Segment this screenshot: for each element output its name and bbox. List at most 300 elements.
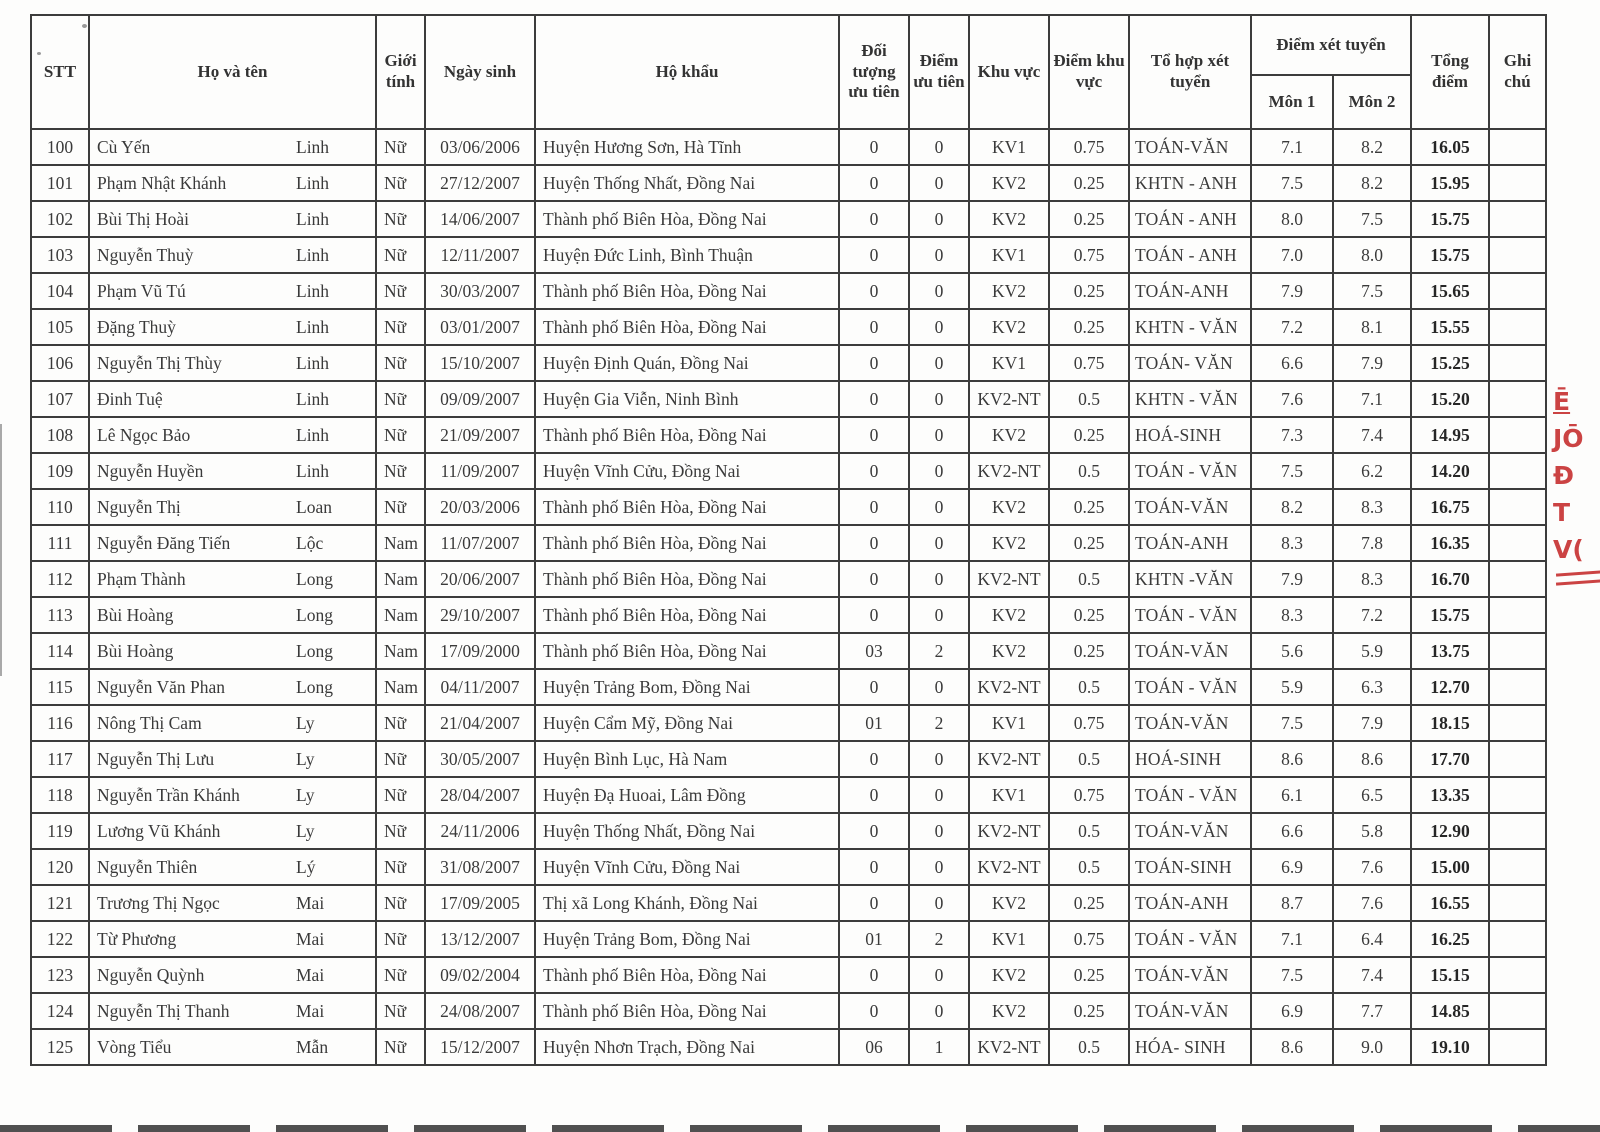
cell-name: Bùi Hoàng Long (89, 633, 376, 669)
cell-gender: Nữ (376, 345, 425, 381)
cell-mon1: 7.5 (1251, 453, 1333, 489)
cell-priority-group: 0 (839, 741, 909, 777)
cell-mon2: 7.7 (1333, 993, 1411, 1029)
table-row (31, 957, 1546, 993)
cell-mon1: 7.9 (1251, 561, 1333, 597)
cell-region: KV2 (969, 633, 1049, 669)
cell-priority-group: 0 (839, 273, 909, 309)
cell-residence: Thành phố Biên Hòa, Đồng Nai (535, 957, 839, 993)
cell-region-points: 0.75 (1049, 129, 1129, 165)
cell-region-points: 0.5 (1049, 849, 1129, 885)
cell-region-points: 0.25 (1049, 597, 1129, 633)
table-row (31, 885, 1546, 921)
cell-mon1: 6.9 (1251, 993, 1333, 1029)
cell-note (1489, 741, 1546, 777)
cell-combination: TOÁN-VĂN (1129, 129, 1251, 165)
cell-mon1: 7.1 (1251, 921, 1333, 957)
cell-combination: TOÁN-VĂN (1129, 957, 1251, 993)
cell-total: 16.25 (1411, 921, 1489, 957)
cell-mon1: 8.7 (1251, 885, 1333, 921)
table-row (31, 237, 1546, 273)
table-row (31, 849, 1546, 885)
cell-residence: Thành phố Biên Hòa, Đồng Nai (535, 417, 839, 453)
table-row (31, 777, 1546, 813)
cell-gender: Nữ (376, 381, 425, 417)
cell-mon1: 7.5 (1251, 705, 1333, 741)
table-header (31, 15, 1546, 129)
cell-mon2: 7.5 (1333, 201, 1411, 237)
header-notes: Ghi chú (1489, 15, 1546, 129)
cell-name: Nguyễn Huyền Linh (89, 453, 376, 489)
cell-stt: 101 (31, 165, 89, 201)
cell-stt: 123 (31, 957, 89, 993)
cell-dob: 20/06/2007 (425, 561, 535, 597)
cell-total: 15.15 (1411, 957, 1489, 993)
cell-mon1: 8.6 (1251, 1029, 1333, 1065)
cell-stt: 112 (31, 561, 89, 597)
cell-dob: 09/09/2007 (425, 381, 535, 417)
scan-edge-artifact-line (0, 424, 2, 676)
cell-note (1489, 957, 1546, 993)
cell-name: Đinh Tuệ Linh (89, 381, 376, 417)
cell-mon1: 6.6 (1251, 813, 1333, 849)
cell-mon1: 7.6 (1251, 381, 1333, 417)
cell-region: KV2 (969, 525, 1049, 561)
cell-note (1489, 669, 1546, 705)
cell-combination: TOÁN-VĂN (1129, 993, 1251, 1029)
cell-region-points: 0.5 (1049, 669, 1129, 705)
cell-combination: TOÁN-SINH (1129, 849, 1251, 885)
cell-stt: 102 (31, 201, 89, 237)
red-stamp-fragment: T (1553, 498, 1571, 527)
header-stt: STT (31, 15, 89, 129)
cell-priority-group: 01 (839, 705, 909, 741)
cell-combination: KHTN - VĂN (1129, 309, 1251, 345)
cell-residence: Thành phố Biên Hòa, Đồng Nai (535, 273, 839, 309)
cell-name: Nguyễn Thị Thanh Mai (89, 993, 376, 1029)
table-row (31, 1029, 1546, 1065)
cell-stt: 107 (31, 381, 89, 417)
cell-gender: Nam (376, 633, 425, 669)
cell-note (1489, 345, 1546, 381)
table-row (31, 561, 1546, 597)
header-subject1: Môn 1 (1251, 75, 1333, 129)
cell-region-points: 0.5 (1049, 381, 1129, 417)
cell-note (1489, 309, 1546, 345)
header-total: Tổng điểm (1411, 15, 1489, 129)
cell-mon1: 7.1 (1251, 129, 1333, 165)
table-row (31, 525, 1546, 561)
cell-residence: Huyện Vĩnh Cửu, Đồng Nai (535, 453, 839, 489)
red-stamp-underlines (1556, 566, 1600, 584)
cell-gender: Nữ (376, 849, 425, 885)
cell-note (1489, 489, 1546, 525)
scan-speck (82, 24, 87, 28)
cell-mon2: 8.3 (1333, 489, 1411, 525)
cell-region: KV2-NT (969, 741, 1049, 777)
table-row (31, 741, 1546, 777)
cell-gender: Nam (376, 525, 425, 561)
cell-region-points: 0.25 (1049, 201, 1129, 237)
cell-stt: 104 (31, 273, 89, 309)
cell-mon1: 7.9 (1251, 273, 1333, 309)
cell-dob: 21/09/2007 (425, 417, 535, 453)
cell-stt: 121 (31, 885, 89, 921)
cell-stt: 118 (31, 777, 89, 813)
cell-name: Vòng Tiểu Mẫn (89, 1029, 376, 1065)
cell-stt: 120 (31, 849, 89, 885)
cell-residence: Huyện Nhơn Trạch, Đồng Nai (535, 1029, 839, 1065)
cell-mon2: 8.0 (1333, 237, 1411, 273)
cell-stt: 114 (31, 633, 89, 669)
cell-priority-points: 0 (909, 813, 969, 849)
cell-total: 15.75 (1411, 597, 1489, 633)
cell-dob: 12/11/2007 (425, 237, 535, 273)
cell-name: Trương Thị Ngọc Mai (89, 885, 376, 921)
cell-mon2: 8.1 (1333, 309, 1411, 345)
cell-region-points: 0.25 (1049, 633, 1129, 669)
cell-mon2: 8.2 (1333, 129, 1411, 165)
table-row (31, 633, 1546, 669)
cell-combination: HÓA- SINH (1129, 1029, 1251, 1065)
table-row (31, 345, 1546, 381)
cell-name: Nguyễn Đăng Tiến Lộc (89, 525, 376, 561)
cell-stt: 124 (31, 993, 89, 1029)
table-row (31, 921, 1546, 957)
cell-gender: Nữ (376, 957, 425, 993)
cell-name: Nguyễn Thị Lưu Ly (89, 741, 376, 777)
cell-region: KV2-NT (969, 849, 1049, 885)
cell-dob: 11/07/2007 (425, 525, 535, 561)
cell-priority-group: 0 (839, 885, 909, 921)
cell-priority-points: 0 (909, 669, 969, 705)
cell-region-points: 0.25 (1049, 417, 1129, 453)
cell-residence: Huyện Đạ Huoai, Lâm Đồng (535, 777, 839, 813)
cell-region: KV1 (969, 705, 1049, 741)
cell-region-points: 0.25 (1049, 525, 1129, 561)
cell-priority-group: 0 (839, 417, 909, 453)
cell-priority-points: 0 (909, 597, 969, 633)
cell-region-points: 0.75 (1049, 921, 1129, 957)
cell-residence: Thành phố Biên Hòa, Đồng Nai (535, 993, 839, 1029)
cell-total: 15.20 (1411, 381, 1489, 417)
cell-total: 14.85 (1411, 993, 1489, 1029)
cell-priority-group: 0 (839, 849, 909, 885)
cell-gender: Nữ (376, 273, 425, 309)
cell-region: KV1 (969, 345, 1049, 381)
cell-region: KV2-NT (969, 381, 1049, 417)
cell-region: KV2 (969, 489, 1049, 525)
cell-region-points: 0.5 (1049, 453, 1129, 489)
cell-priority-points: 0 (909, 993, 969, 1029)
header-name: Họ và tên (89, 15, 376, 129)
cell-gender: Nữ (376, 201, 425, 237)
cell-stt: 115 (31, 669, 89, 705)
cell-gender: Nữ (376, 309, 425, 345)
cell-note (1489, 849, 1546, 885)
cell-region: KV2 (969, 201, 1049, 237)
cell-total: 12.70 (1411, 669, 1489, 705)
header-priority-group: Đối tượng ưu tiên (839, 15, 909, 129)
cell-gender: Nữ (376, 885, 425, 921)
cell-dob: 13/12/2007 (425, 921, 535, 957)
cell-total: 15.00 (1411, 849, 1489, 885)
cell-priority-group: 0 (839, 201, 909, 237)
cell-stt: 109 (31, 453, 89, 489)
cell-stt: 111 (31, 525, 89, 561)
cell-region-points: 0.75 (1049, 237, 1129, 273)
table-row (31, 705, 1546, 741)
cell-combination: TOÁN-VĂN (1129, 813, 1251, 849)
cell-region: KV1 (969, 777, 1049, 813)
cell-region: KV2 (969, 597, 1049, 633)
cell-total: 16.55 (1411, 885, 1489, 921)
cell-mon1: 8.3 (1251, 525, 1333, 561)
table-row (31, 381, 1546, 417)
cell-region-points: 0.25 (1049, 957, 1129, 993)
cell-dob: 31/08/2007 (425, 849, 535, 885)
table-row (31, 489, 1546, 525)
cell-total: 12.90 (1411, 813, 1489, 849)
cell-region-points: 0.25 (1049, 885, 1129, 921)
cell-combination: TOÁN - ANH (1129, 237, 1251, 273)
cell-stt: 113 (31, 597, 89, 633)
cell-total: 15.75 (1411, 201, 1489, 237)
cell-dob: 14/06/2007 (425, 201, 535, 237)
cell-name: Nguyễn Quỳnh Mai (89, 957, 376, 993)
cell-priority-group: 0 (839, 777, 909, 813)
cell-combination: HOÁ-SINH (1129, 417, 1251, 453)
cell-mon2: 6.2 (1333, 453, 1411, 489)
cell-priority-points: 0 (909, 525, 969, 561)
cell-total: 14.95 (1411, 417, 1489, 453)
cell-gender: Nữ (376, 921, 425, 957)
cell-total: 15.65 (1411, 273, 1489, 309)
cell-total: 14.20 (1411, 453, 1489, 489)
cell-note (1489, 885, 1546, 921)
cell-priority-group: 0 (839, 129, 909, 165)
cell-combination: TOÁN-VĂN (1129, 633, 1251, 669)
cell-note (1489, 1029, 1546, 1065)
cell-residence: Huyện Vĩnh Cửu, Đồng Nai (535, 849, 839, 885)
cell-note (1489, 993, 1546, 1029)
cell-region-points: 0.5 (1049, 561, 1129, 597)
cell-stt: 122 (31, 921, 89, 957)
cell-dob: 24/08/2007 (425, 993, 535, 1029)
cell-region-points: 0.25 (1049, 993, 1129, 1029)
cell-total: 15.55 (1411, 309, 1489, 345)
cell-mon1: 6.9 (1251, 849, 1333, 885)
scan-speck (37, 52, 41, 55)
cell-dob: 04/11/2007 (425, 669, 535, 705)
cell-mon2: 7.1 (1333, 381, 1411, 417)
cell-region: KV2 (969, 273, 1049, 309)
table-row (31, 165, 1546, 201)
cell-gender: Nữ (376, 453, 425, 489)
cell-priority-points: 0 (909, 129, 969, 165)
cell-dob: 30/03/2007 (425, 273, 535, 309)
cell-mon2: 5.8 (1333, 813, 1411, 849)
header-subject2: Môn 2 (1333, 75, 1411, 129)
cell-priority-points: 0 (909, 777, 969, 813)
cell-region-points: 0.25 (1049, 273, 1129, 309)
cell-priority-points: 0 (909, 561, 969, 597)
cell-mon2: 7.5 (1333, 273, 1411, 309)
cell-region: KV2-NT (969, 453, 1049, 489)
table-row (31, 813, 1546, 849)
cell-priority-points: 0 (909, 381, 969, 417)
cell-residence: Huyện Thống Nhất, Đồng Nai (535, 813, 839, 849)
cell-mon2: 7.2 (1333, 597, 1411, 633)
cell-total: 13.35 (1411, 777, 1489, 813)
cell-total: 16.75 (1411, 489, 1489, 525)
cell-priority-group: 0 (839, 489, 909, 525)
cell-region-points: 0.5 (1049, 813, 1129, 849)
cell-residence: Thành phố Biên Hòa, Đồng Nai (535, 201, 839, 237)
cell-mon2: 7.6 (1333, 849, 1411, 885)
cell-region: KV1 (969, 921, 1049, 957)
cell-priority-points: 0 (909, 417, 969, 453)
cell-priority-group: 0 (839, 237, 909, 273)
cell-mon1: 5.6 (1251, 633, 1333, 669)
table-row (31, 309, 1546, 345)
cell-residence: Huyện Cẩm Mỹ, Đồng Nai (535, 705, 839, 741)
cell-residence: Huyện Hương Sơn, Hà Tĩnh (535, 129, 839, 165)
cell-combination: TOÁN - VĂN (1129, 921, 1251, 957)
cell-priority-group: 0 (839, 993, 909, 1029)
table-row (31, 129, 1546, 165)
cell-mon2: 7.9 (1333, 705, 1411, 741)
cell-mon2: 7.9 (1333, 345, 1411, 381)
cell-region-points: 0.25 (1049, 165, 1129, 201)
red-stamp-fragment-text (1553, 383, 1600, 568)
cell-priority-group: 0 (839, 561, 909, 597)
cell-combination: TOÁN-VĂN (1129, 705, 1251, 741)
table-row (31, 453, 1546, 489)
cell-gender: Nữ (376, 165, 425, 201)
cell-dob: 17/09/2005 (425, 885, 535, 921)
cell-mon2: 7.8 (1333, 525, 1411, 561)
cell-stt: 108 (31, 417, 89, 453)
table-row (31, 669, 1546, 705)
cell-note (1489, 633, 1546, 669)
cell-gender: Nữ (376, 237, 425, 273)
cell-note (1489, 705, 1546, 741)
cell-note (1489, 417, 1546, 453)
cell-combination: TOÁN- VĂN (1129, 345, 1251, 381)
cell-priority-points: 2 (909, 921, 969, 957)
red-stamp-fragment: JŌ (1553, 424, 1584, 453)
cell-note (1489, 777, 1546, 813)
red-stamp-fragment: V( (1553, 535, 1584, 564)
cell-name: Bùi Thị Hoài Linh (89, 201, 376, 237)
cell-region: KV2 (969, 885, 1049, 921)
cell-residence: Thành phố Biên Hòa, Đồng Nai (535, 489, 839, 525)
cell-residence: Huyện Bình Lục, Hà Nam (535, 741, 839, 777)
header-dob: Ngày sinh (425, 15, 535, 129)
cell-name: Phạm Thành Long (89, 561, 376, 597)
cell-priority-points: 0 (909, 453, 969, 489)
cell-priority-group: 0 (839, 525, 909, 561)
cell-priority-group: 0 (839, 165, 909, 201)
header-exam-scores: Điểm xét tuyển (1251, 15, 1411, 75)
cell-name: Lê Ngọc Bảo Linh (89, 417, 376, 453)
cell-combination: TOÁN-ANH (1129, 273, 1251, 309)
cell-name: Bùi Hoàng Long (89, 597, 376, 633)
cell-residence: Thị xã Long Khánh, Đồng Nai (535, 885, 839, 921)
cell-mon2: 7.4 (1333, 417, 1411, 453)
cell-mon1: 8.0 (1251, 201, 1333, 237)
cell-region: KV2 (969, 165, 1049, 201)
red-stamp-fragment: Ē (1553, 387, 1571, 416)
cell-gender: Nữ (376, 1029, 425, 1065)
table-row (31, 993, 1546, 1029)
cell-name: Đặng Thuỳ Linh (89, 309, 376, 345)
cell-combination: TOÁN - VĂN (1129, 597, 1251, 633)
table-body (31, 129, 1546, 1065)
cell-region: KV2-NT (969, 1029, 1049, 1065)
cell-priority-points: 2 (909, 633, 969, 669)
table-row (31, 201, 1546, 237)
cell-residence: Thành phố Biên Hòa, Đồng Nai (535, 597, 839, 633)
cell-region-points: 0.75 (1049, 345, 1129, 381)
cell-combination: TOÁN - VĂN (1129, 453, 1251, 489)
cell-residence: Huyện Đức Linh, Bình Thuận (535, 237, 839, 273)
cell-priority-group: 0 (839, 453, 909, 489)
cell-dob: 03/01/2007 (425, 309, 535, 345)
cell-total: 16.70 (1411, 561, 1489, 597)
cell-priority-group: 03 (839, 633, 909, 669)
cell-priority-group: 0 (839, 345, 909, 381)
cell-stt: 105 (31, 309, 89, 345)
cell-mon1: 8.2 (1251, 489, 1333, 525)
cell-region: KV2 (969, 993, 1049, 1029)
cell-gender: Nữ (376, 813, 425, 849)
cell-total: 17.70 (1411, 741, 1489, 777)
cell-region: KV1 (969, 129, 1049, 165)
cell-combination: KHTN - VĂN (1129, 381, 1251, 417)
cell-note (1489, 453, 1546, 489)
cell-residence: Huyện Gia Viễn, Ninh Bình (535, 381, 839, 417)
cell-gender: Nữ (376, 777, 425, 813)
cell-mon1: 8.3 (1251, 597, 1333, 633)
cell-priority-points: 0 (909, 489, 969, 525)
cell-mon1: 7.5 (1251, 165, 1333, 201)
red-underline (1556, 570, 1600, 576)
cell-mon2: 7.6 (1333, 885, 1411, 921)
cell-region: KV2 (969, 417, 1049, 453)
cell-mon2: 9.0 (1333, 1029, 1411, 1065)
cell-stt: 106 (31, 345, 89, 381)
cell-residence: Thành phố Biên Hòa, Đồng Nai (535, 633, 839, 669)
header-residence: Hộ khẩu (535, 15, 839, 129)
cell-mon1: 7.0 (1251, 237, 1333, 273)
cell-dob: 21/04/2007 (425, 705, 535, 741)
cell-combination: TOÁN - ANH (1129, 201, 1251, 237)
cell-mon2: 5.9 (1333, 633, 1411, 669)
cell-mon1: 7.3 (1251, 417, 1333, 453)
cell-region: KV2-NT (969, 813, 1049, 849)
cell-combination: TOÁN-VĂN (1129, 489, 1251, 525)
cell-priority-group: 0 (839, 381, 909, 417)
cell-stt: 103 (31, 237, 89, 273)
cell-gender: Nam (376, 669, 425, 705)
cell-dob: 27/12/2007 (425, 165, 535, 201)
cell-gender: Nam (376, 597, 425, 633)
cell-mon2: 7.4 (1333, 957, 1411, 993)
cell-mon1: 6.6 (1251, 345, 1333, 381)
cell-combination: TOÁN-ANH (1129, 525, 1251, 561)
